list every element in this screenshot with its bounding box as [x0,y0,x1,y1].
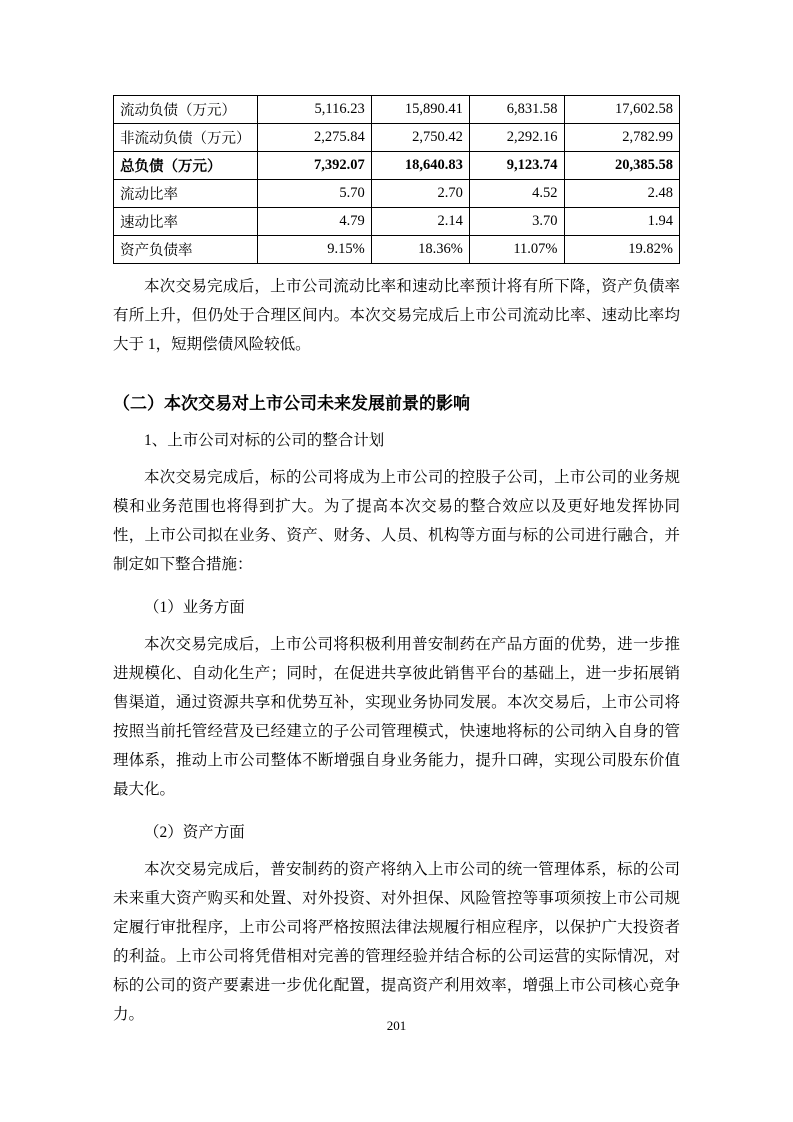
value-cell: 3.70 [469,208,564,236]
value-cell: 9.15% [257,236,371,264]
value-cell: 4.52 [469,180,564,208]
table-row [114,96,680,124]
row-label-cell: 总负债（万元） [114,152,258,180]
table-row-total [114,152,680,180]
section-heading: （二）本次交易对上市公司未来发展前景的影响 [113,394,470,413]
table-row [114,124,680,152]
financial-ratios-table [113,95,680,264]
value-cell: 5,116.23 [257,96,371,124]
value-cell: 2,275.84 [257,124,371,152]
paragraph-integration: 本次交易完成后，标的公司将成为上市公司的控股子公司，上市公司的业务规模和业务范围也将得到扩大。为了提高本次交易的整合效应以及更好地发挥协同性，上市公司拟在业务、资产、财务、人员、机构等方面与标的公司进行融合，并制定如下整合措施： [113,469,680,573]
value-cell: 11.07% [469,236,564,264]
row-label-cell: 流动负债（万元） [114,96,258,124]
value-cell: 17,602.58 [564,96,679,124]
row-label-cell: 流动比率 [114,180,258,208]
table-row [114,180,680,208]
row-label-cell: 非流动负债（万元） [114,124,258,152]
value-cell: 19.82% [564,236,679,264]
table-row [114,208,680,236]
value-cell: 2,782.99 [564,124,679,152]
item-title-business: （1）业务方面 [144,599,245,616]
value-cell: 18.36% [371,236,469,264]
value-cell: 2.14 [371,208,469,236]
row-label-cell: 速动比率 [114,208,258,236]
paragraph-business: 本次交易完成后，上市公司将积极利用普安制药在产品方面的优势，进一步推进规模化、自动化生产；同时，在促进共享彼此销售平台的基础上，进一步拓展销售渠道，通过资源共享和优势互补，实现业务协同发展。本次交易后，上市公司将按照当前托管经营及已经建立的子公司管理模式，快速地将标的公司纳入自身的管理体系，推动上市公司整体不断增强自身业务能力，提升口碑，实现公司股东价值最大化。 [113,636,680,798]
paragraph-ratio-analysis: 本次交易完成后，上市公司流动比率和速动比率预计将有所下降，资产负债率有所上升，但仍处于合理区间内。本次交易完成后上市公司流动比率、速动比率均大于 1，短期偿债风险较低。 [113,278,680,353]
value-cell: 9,123.74 [469,152,564,180]
value-cell: 7,392.07 [257,152,371,180]
value-cell: 4.79 [257,208,371,236]
row-label-cell: 资产负债率 [114,236,258,264]
item-title-asset: （2）资产方面 [144,824,245,841]
value-cell: 2,292.16 [469,124,564,152]
value-cell: 2.48 [564,180,679,208]
value-cell: 18,640.83 [371,152,469,180]
value-cell: 2,750.42 [371,124,469,152]
table-row [114,236,680,264]
page-number: 201 [386,1018,407,1033]
value-cell: 6,831.58 [469,96,564,124]
paragraph-asset: 本次交易完成后，普安制药的资产将纳入上市公司的统一管理体系，标的公司未来重大资产购买和处置、对外投资、对外担保、风险管控等事项须按上市公司规定履行审批程序，上市公司将严格按照法律法规履行相应程序，以保护广大投资者的利益。上市公司将凭借相对完善的管理经验并结合标的公司运营的实际情况，对标的公司的资产要素进一步优化配置，提高资产利用效率，增强上市公司核心竞争力。 [113,861,680,1023]
value-cell: 20,385.58 [564,152,679,180]
value-cell: 5.70 [257,180,371,208]
value-cell: 1.94 [564,208,679,236]
value-cell: 15,890.41 [371,96,469,124]
value-cell: 2.70 [371,180,469,208]
sub-heading-integration-plan: 1、上市公司对标的公司的整合计划 [144,432,385,449]
